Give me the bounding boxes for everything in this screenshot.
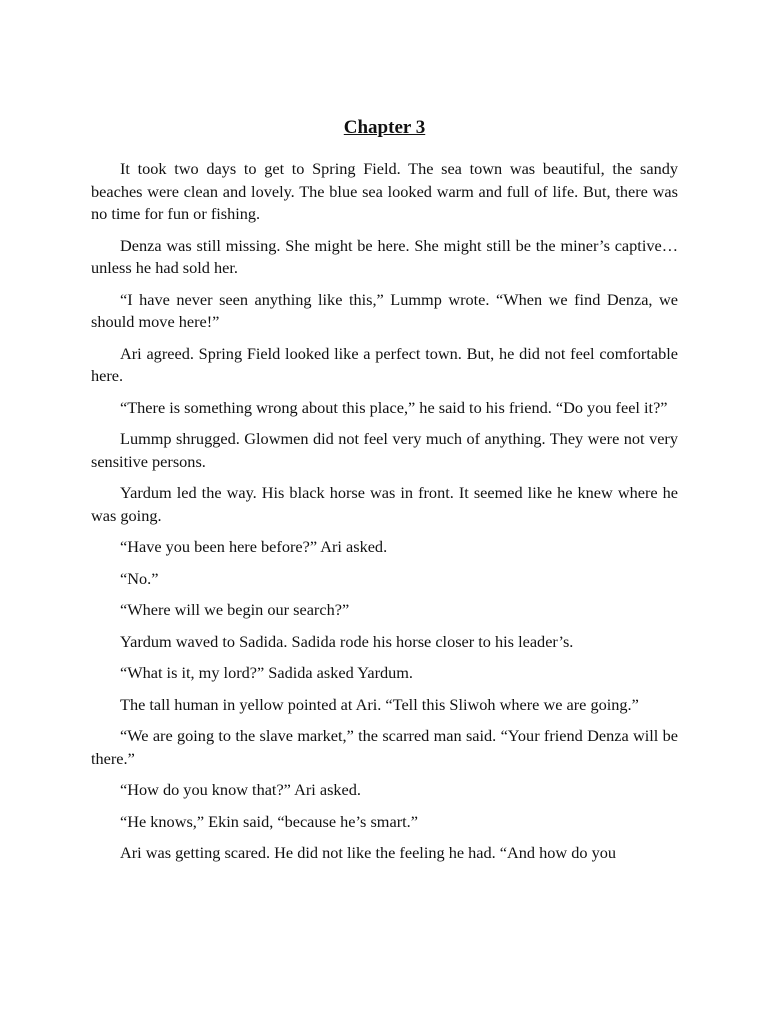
paragraph: “How do you know that?” Ari asked. <box>120 780 361 799</box>
paragraph: “We are going to the slave market,” the scarred man said. “Your friend Denza will be there.” <box>91 726 678 768</box>
paragraph: It took two days to get to Spring Field. The sea town was beautiful, the sandy beaches were clean and lovely. The blue sea looked warm and full of life. But, there was no time for fun or fishing. <box>91 159 678 223</box>
paragraph: Yardum led the way. His black horse was in front. It seemed like he knew where he was going. <box>91 483 678 525</box>
paragraph: “What is it, my lord?” Sadida asked Yardum. <box>120 663 414 682</box>
paragraph: Yardum waved to Sadida. Sadida rode his horse closer to his leader’s. <box>120 631 574 651</box>
paragraph: Ari agreed. Spring Field looked like a perfect town. But, he did not feel comfortable here. <box>91 343 678 385</box>
document-page <box>91 114 678 874</box>
paragraph: “There is something wrong about this place,” he said to his friend. “Do you feel it?” <box>120 397 668 417</box>
paragraph: “Where will we begin our search?” <box>120 600 350 619</box>
paragraph: Ari was getting scared. He did not like the feeling he had. “And how do you <box>120 843 616 862</box>
paragraph: “Have you been here before?” Ari asked. <box>120 537 388 556</box>
paragraph: “No.” <box>120 568 159 588</box>
paragraph: Lummp shrugged. Glowmen did not feel very much of anything. They were not very sensitive persons. <box>91 429 678 471</box>
paragraph: “I have never seen anything like this,” Lummp wrote. “When we find Denza, we should move here!” <box>91 289 678 331</box>
chapter-title: Chapter 3 <box>343 117 426 138</box>
paragraph: “He knows,” Ekin said, “because he’s smart.” <box>120 811 418 831</box>
paragraph: The tall human in yellow pointed at Ari. “Tell this Sliwoh where we are going.” <box>120 694 639 714</box>
paragraph: Denza was still missing. She might be here. She might still be the miner’s captive…unless he had sold her. <box>91 235 678 277</box>
